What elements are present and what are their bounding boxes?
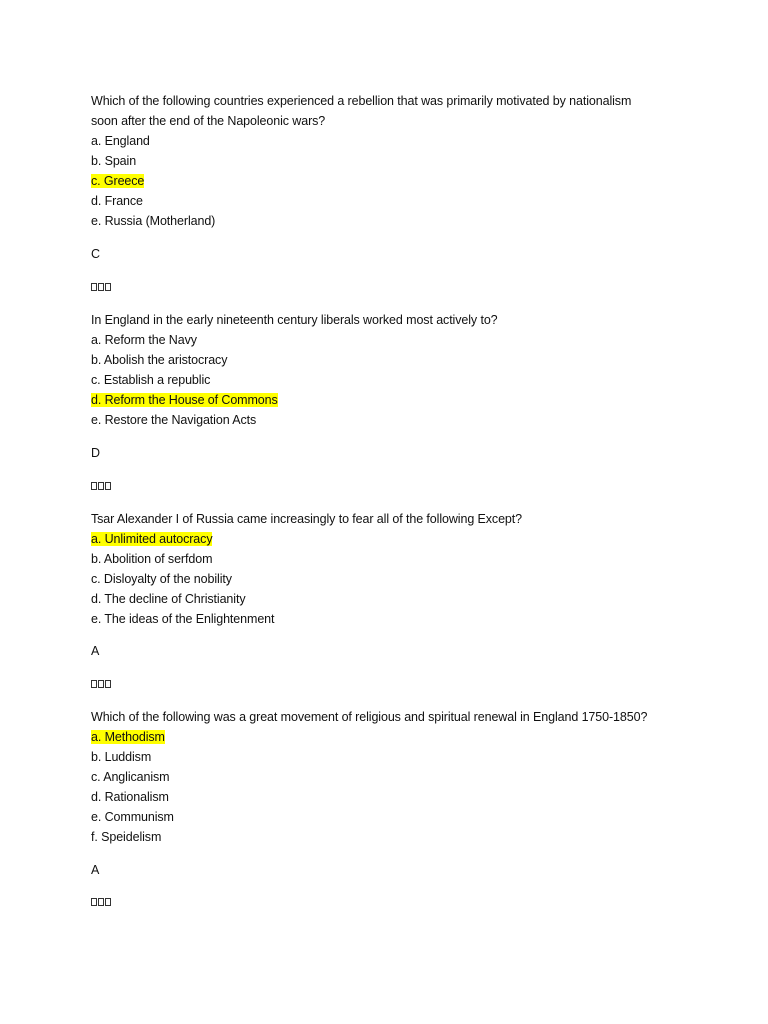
option-d: d. The decline of Christianity xyxy=(91,592,246,606)
option-c: c. Establish a republic xyxy=(91,373,211,387)
option-c: c. Disloyalty of the nobility xyxy=(91,572,232,586)
option-c: c. Anglicanism xyxy=(91,770,170,784)
option-b: b. Spain xyxy=(91,154,137,168)
question-text: In England in the early nineteenth century liberals worked most actively to? xyxy=(91,313,498,327)
question-block-1 xyxy=(91,91,691,231)
option-d: d. France xyxy=(91,194,143,208)
separator-glyphs-icon xyxy=(91,283,111,293)
question-text: Which of the following was a great movement of religious and spiritual renewal in England 1750-1850? xyxy=(91,710,648,724)
question-text: Which of the following countries experienced a rebellion that was primarily motivated by nationalism xyxy=(91,94,632,108)
answer-1: C xyxy=(91,247,101,261)
separator-glyphs-icon xyxy=(91,898,111,908)
option-a-highlighted: a. Methodism xyxy=(91,730,165,744)
option-e: e. The ideas of the Enlightenment xyxy=(91,612,275,626)
option-a: a. Reform the Navy xyxy=(91,333,197,347)
option-b: b. Luddism xyxy=(91,750,152,764)
option-b: b. Abolition of serfdom xyxy=(91,552,213,566)
separator-glyphs-icon xyxy=(91,680,111,690)
question-text: Tsar Alexander I of Russia came increasingly to fear all of the following Except? xyxy=(91,512,523,526)
option-e: e. Communism xyxy=(91,810,174,824)
option-d-highlighted: d. Reform the House of Commons xyxy=(91,393,278,407)
question-block-2 xyxy=(91,310,691,430)
question-text: soon after the end of the Napoleonic wars? xyxy=(91,114,326,128)
option-a: a. England xyxy=(91,134,150,148)
question-block-3 xyxy=(91,509,691,629)
answer-3: A xyxy=(91,644,100,658)
option-e: e. Russia (Motherland) xyxy=(91,214,216,228)
option-b: b. Abolish the aristocracy xyxy=(91,353,228,367)
option-c-highlighted: c. Greece xyxy=(91,174,145,188)
separator-glyphs-icon xyxy=(91,482,111,492)
option-e: e. Restore the Navigation Acts xyxy=(91,413,257,427)
answer-4: A xyxy=(91,863,100,877)
option-a-highlighted: a. Unlimited autocracy xyxy=(91,532,213,546)
question-block-4 xyxy=(91,707,691,847)
option-d: d. Rationalism xyxy=(91,790,169,804)
answer-2: D xyxy=(91,446,101,460)
option-f: f. Speidelism xyxy=(91,830,162,844)
